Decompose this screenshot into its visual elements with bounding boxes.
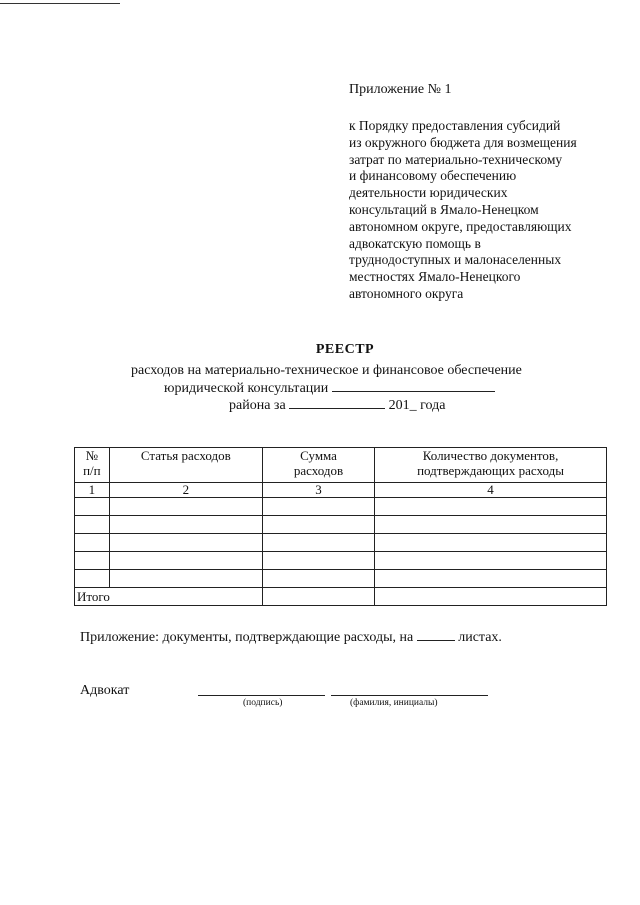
appendix-line: адвокатскую помощь в bbox=[349, 235, 481, 251]
appendix-description bbox=[349, 118, 619, 303]
consultation-label: юридической консультации bbox=[164, 381, 329, 396]
column-number: 3 bbox=[263, 483, 375, 498]
table-cell[interactable] bbox=[75, 552, 110, 570]
subtitle-line-3 bbox=[229, 396, 445, 414]
table-cell[interactable] bbox=[109, 570, 262, 588]
column-number: 2 bbox=[109, 483, 262, 498]
table-cell[interactable] bbox=[263, 534, 375, 552]
year-label: 201_ года bbox=[388, 398, 446, 413]
appendix-line: местностях Ямало-Ненецкого bbox=[349, 269, 521, 285]
table-row bbox=[75, 498, 607, 516]
header-no-line: п/п bbox=[83, 463, 101, 478]
attachment-note bbox=[80, 628, 502, 646]
table-row bbox=[75, 570, 607, 588]
appendix-line: и финансовому обеспечению bbox=[349, 168, 517, 184]
table-cell[interactable] bbox=[263, 570, 375, 588]
table-cell[interactable] bbox=[75, 534, 110, 552]
header-docs bbox=[375, 448, 607, 483]
appendix-line: автономного округа bbox=[349, 285, 464, 301]
total-label: Итого bbox=[77, 589, 110, 604]
document-title: РЕЕСТР bbox=[315, 342, 375, 357]
lawyer-label: Адвокат bbox=[80, 683, 130, 698]
table-cell[interactable] bbox=[375, 552, 607, 570]
column-number-row bbox=[75, 483, 607, 498]
consultation-name-blank[interactable] bbox=[332, 379, 495, 392]
header-sum bbox=[263, 448, 375, 483]
header-sum-line: расходов bbox=[293, 463, 344, 478]
table-row bbox=[75, 516, 607, 534]
appendix-line: из окружного бюджета для возмещения bbox=[349, 134, 577, 150]
header-no-line: № bbox=[85, 448, 99, 463]
header-no bbox=[75, 448, 110, 483]
table-row bbox=[75, 534, 607, 552]
appendix-line: к Порядку предоставления субсидий bbox=[349, 118, 561, 133]
appendix-title: Приложение № 1 bbox=[349, 82, 452, 97]
header-item bbox=[109, 448, 262, 483]
table-cell[interactable] bbox=[263, 498, 375, 516]
attachment-prefix: Приложение: документы, подтверждающие расходы, на bbox=[80, 630, 414, 645]
table-cell[interactable] bbox=[375, 570, 607, 588]
table-cell[interactable] bbox=[375, 516, 607, 534]
appendix-line: затрат по материально-техническому bbox=[349, 151, 563, 167]
sheets-count-blank[interactable] bbox=[417, 628, 455, 641]
subtitle-line-1: расходов на материально-техническое и финансовое обеспечение bbox=[131, 363, 522, 378]
table-cell[interactable] bbox=[109, 534, 262, 552]
header-docs-line: подтверждающих расходы bbox=[417, 463, 564, 478]
table-header-row bbox=[75, 448, 607, 483]
table-cell[interactable] bbox=[263, 552, 375, 570]
appendix-line: деятельности юридических bbox=[349, 185, 508, 201]
table-cell[interactable] bbox=[109, 498, 262, 516]
column-number: 1 bbox=[75, 483, 110, 498]
top-border-line bbox=[0, 3, 120, 4]
header-item-label: Статья расходов bbox=[140, 448, 231, 463]
header-sum-line: Сумма bbox=[300, 448, 337, 463]
table-cell[interactable] bbox=[75, 498, 110, 516]
expense-register-table bbox=[74, 447, 607, 606]
signature-caption: (подпись) bbox=[243, 698, 283, 708]
table-cell[interactable] bbox=[375, 498, 607, 516]
total-sum-cell[interactable] bbox=[263, 588, 375, 606]
table-cell[interactable] bbox=[375, 534, 607, 552]
total-label-cell bbox=[75, 588, 263, 606]
table-row bbox=[75, 552, 607, 570]
appendix-line: автономном округе, предоставляющих bbox=[349, 218, 572, 234]
column-number: 4 bbox=[375, 483, 607, 498]
table-cell[interactable] bbox=[109, 516, 262, 534]
attachment-suffix: листах. bbox=[458, 630, 502, 645]
appendix-line: консультаций в Ямало-Ненецком bbox=[349, 201, 539, 217]
table-cell[interactable] bbox=[75, 570, 110, 588]
name-caption: (фамилия, инициалы) bbox=[350, 698, 438, 708]
subtitle-line-2 bbox=[164, 379, 495, 397]
name-initials-line[interactable] bbox=[331, 695, 488, 696]
table-cell[interactable] bbox=[263, 516, 375, 534]
total-row bbox=[75, 588, 607, 606]
total-docs-cell[interactable] bbox=[375, 588, 607, 606]
table-cell[interactable] bbox=[75, 516, 110, 534]
signature-line[interactable] bbox=[198, 695, 325, 696]
table-cell[interactable] bbox=[109, 552, 262, 570]
appendix-line: труднодоступных и малонаселенных bbox=[349, 252, 562, 268]
district-label: района за bbox=[229, 398, 286, 413]
header-docs-line: Количество документов, bbox=[422, 448, 559, 463]
period-blank[interactable] bbox=[289, 396, 385, 409]
